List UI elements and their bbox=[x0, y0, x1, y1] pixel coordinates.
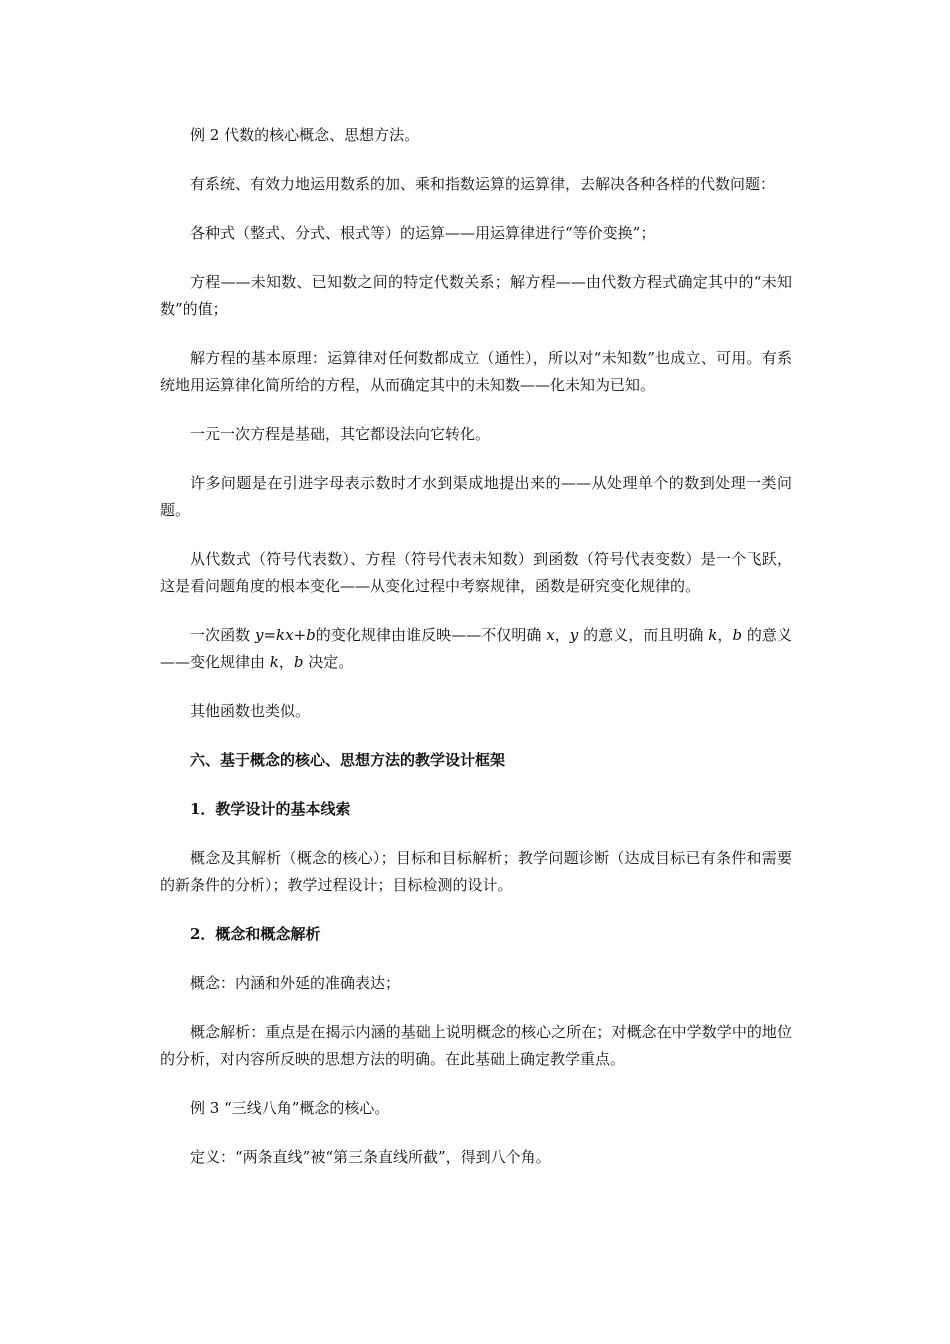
example-2-title: 例 2 代数的核心概念、思想方法。 bbox=[190, 126, 420, 144]
variable-y: y bbox=[569, 626, 579, 644]
subheading-2: 2．概念和概念解析 bbox=[190, 925, 321, 943]
text-run: 决定。 bbox=[303, 653, 354, 671]
paragraph-equations: 方程——未知数、已知数之间的特定代数关系；解方程——由代数方程式确定其中的“未知数”的值； bbox=[160, 273, 792, 318]
paragraph-concept-analysis: 概念解析：重点是在揭示内涵的基础上说明概念的核心之所在；对概念在中学数学中的地位的分析，对内容所反映的思想方法的明确。在此基础上确定教学重点。 bbox=[160, 1023, 792, 1068]
paragraph-concept: 概念：内涵和外延的准确表达； bbox=[190, 974, 401, 992]
text-run: ， bbox=[717, 626, 733, 644]
paragraph-other-functions: 其他函数也类似。 bbox=[190, 702, 311, 720]
paragraph-definition: 定义：“两条直线”被“第三条直线所截”，得到八个角。 bbox=[190, 1148, 551, 1166]
text-run: 的意义——变化规律由 bbox=[160, 626, 792, 671]
text-run: ， bbox=[554, 626, 570, 644]
section-heading-6: 六、基于概念的核心、思想方法的教学设计框架 bbox=[190, 751, 506, 769]
paragraph-functions-leap: 从代数式（符号代表数）、方程（符号代表未知数）到函数（符号代表变数）是一个飞跃，这是看问题角度的根本变化——从变化过程中考察规律，函数是研究变化规律的。 bbox=[160, 550, 792, 595]
text-run: ， bbox=[278, 653, 294, 671]
paragraph-letters-for-numbers: 许多问题是在引进字母表示数时才水到渠成地提出来的——从处理单个的数到处理一类问题。 bbox=[160, 474, 792, 519]
variable-k: k bbox=[269, 653, 279, 671]
paragraph-operation-laws: 有系统、有效力地运用数系的加、乘和指数运算的运算律，去解决各种各样的代数问题： bbox=[190, 175, 776, 193]
formula-linear-function: y=kx+b bbox=[255, 626, 316, 644]
paragraph-linear-function bbox=[160, 622, 792, 676]
variable-b: b bbox=[732, 626, 743, 644]
example-3-title: 例 3 “三线八角”概念的核心。 bbox=[190, 1099, 390, 1117]
subheading-1: 1．教学设计的基本线索 bbox=[190, 800, 351, 818]
paragraph-expressions: 各种式（整式、分式、根式等）的运算——用运算律进行“等价变换”； bbox=[190, 224, 656, 242]
text-run: 的意义，而且明确 bbox=[578, 626, 709, 644]
paragraph-linear-equation: 一元一次方程是基础，其它都设法向它转化。 bbox=[190, 425, 491, 443]
text-run: 的变化规律由谁反映——不仅明确 bbox=[315, 626, 547, 644]
document-page bbox=[160, 122, 792, 1171]
paragraph-solving-principle: 解方程的基本原理：运算律对任何数都成立（通性），所以对“未知数”也成立、可用。有系统地用运算律化简所给的方程，从而确定其中的未知数——化未知为已知。 bbox=[160, 349, 792, 394]
variable-b: b bbox=[293, 653, 304, 671]
text-run: 一次函数 bbox=[190, 626, 255, 644]
variable-x: x bbox=[546, 626, 555, 644]
paragraph-design-clues: 概念及其解析（概念的核心）；目标和目标解析；教学问题诊断（达成目标已有条件和需要的新条件的分析）；教学过程设计；目标检测的设计。 bbox=[160, 849, 792, 894]
variable-k: k bbox=[708, 626, 718, 644]
